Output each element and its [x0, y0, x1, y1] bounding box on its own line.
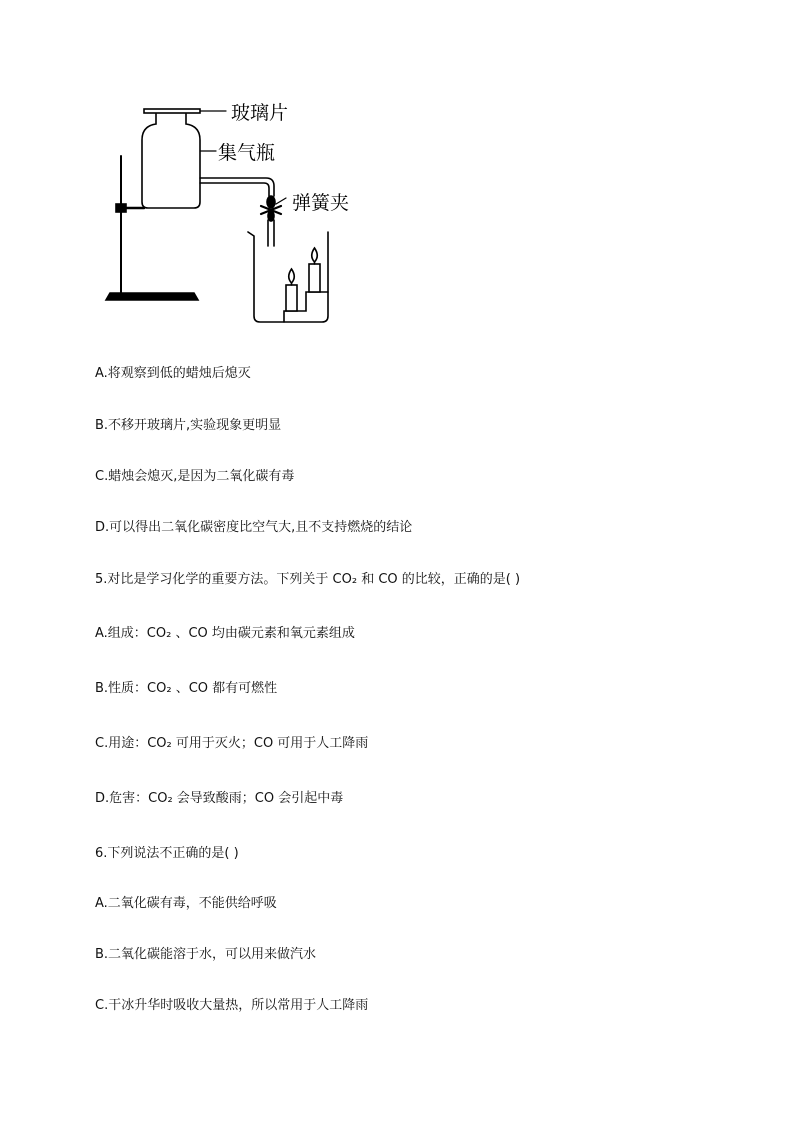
- option-4c: C.蜡烛会熄灭,是因为二氧化碳有毒: [95, 469, 295, 484]
- option-5d: D.危害：CO₂ 会导致酸雨；CO 会引起中毒: [95, 791, 344, 806]
- option-6c: C.干冰升华时吸收大量热，所以常用于人工降雨: [95, 998, 369, 1013]
- gas-bottle: [142, 114, 200, 208]
- option-5b: B.性质：CO₂ 、CO 都有可燃性: [95, 681, 278, 696]
- high-candle: [309, 264, 320, 292]
- question-5: 5.对比是学习化学的重要方法。下列关于 CO₂ 和 CO 的比较，正确的是( ): [95, 572, 521, 587]
- experiment-figure: [96, 96, 386, 328]
- gas-bottle-label: 集气瓶: [218, 142, 276, 164]
- glass-plate-label: 玻璃片: [231, 102, 289, 124]
- side-tube: [200, 178, 274, 196]
- low-candle: [286, 285, 297, 311]
- option-6b: B.二氧化碳能溶于水，可以用来做汽水: [95, 947, 317, 962]
- spring-clip-label: 弹簧夹: [292, 192, 350, 214]
- option-4b: B.不移开玻璃片,实验现象更明显: [95, 418, 282, 433]
- question-6: 6.下列说法不正确的是( ): [95, 846, 239, 861]
- spring-clip: [261, 196, 281, 221]
- glass-plate: [144, 109, 200, 113]
- option-6a: A.二氧化碳有毒，不能供给呼吸: [95, 896, 277, 911]
- option-4d: D.可以得出二氧化碳密度比空气大,且不支持燃烧的结论: [95, 520, 413, 535]
- option-5c: C.用途：CO₂ 可用于灭火；CO 可用于人工降雨: [95, 736, 369, 751]
- option-4a: A.将观察到低的蜡烛后熄灭: [95, 366, 251, 381]
- stand-base: [106, 293, 198, 300]
- option-5a: A.组成：CO₂ 、CO 均由碳元素和氧元素组成: [95, 626, 355, 641]
